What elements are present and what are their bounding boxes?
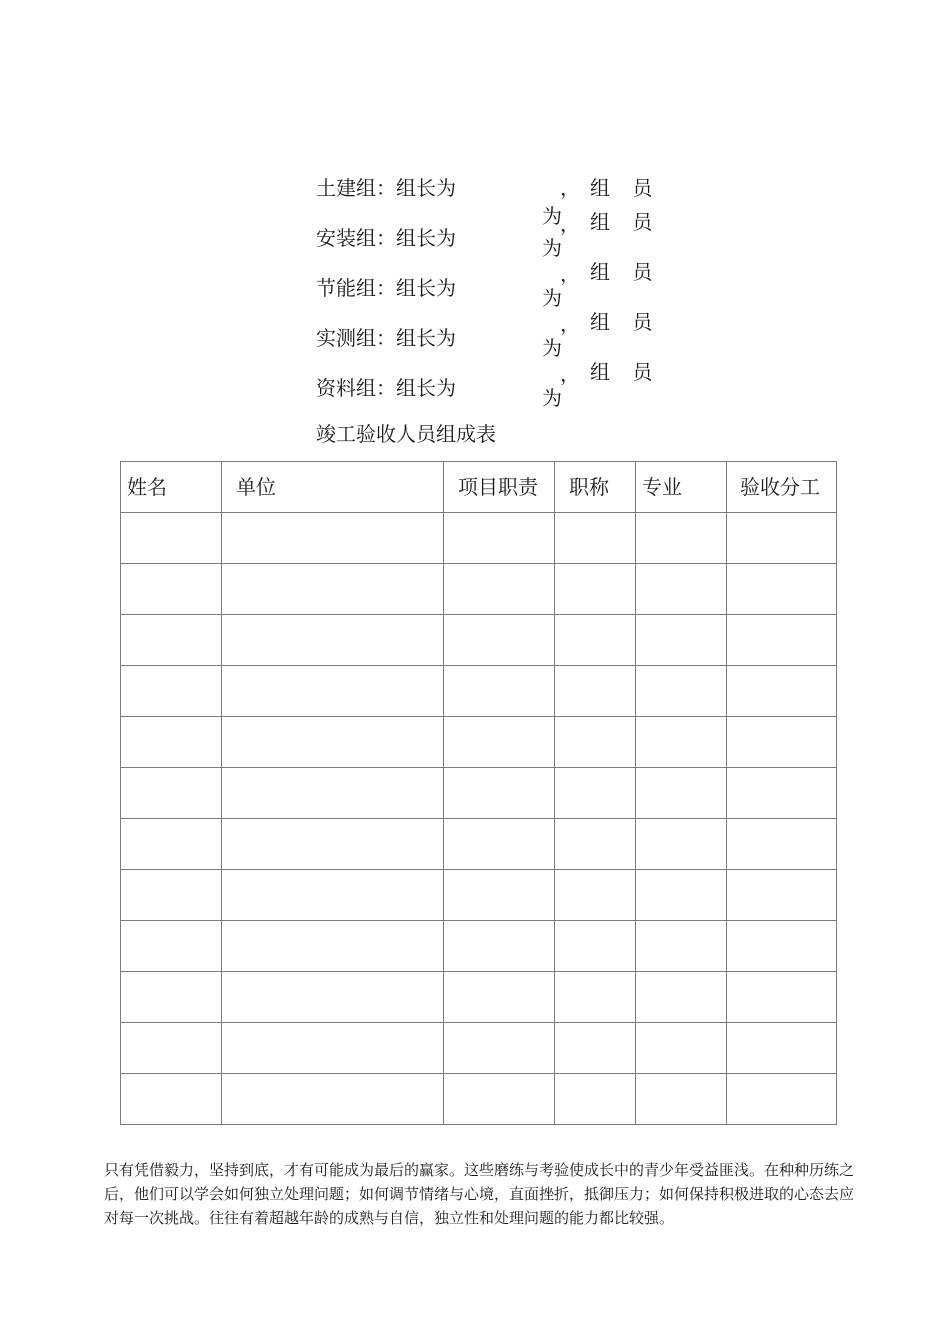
table-cell [222, 819, 444, 870]
table-row [121, 1023, 837, 1074]
table-cell [222, 1074, 444, 1125]
table-cell [636, 717, 727, 768]
table-cell [121, 564, 222, 615]
header-title: 职称 [555, 462, 636, 513]
table-cell [444, 1074, 555, 1125]
table-cell [555, 768, 636, 819]
table-header-row [121, 462, 837, 513]
group-member-label: 组 员 [590, 210, 661, 234]
table-cell [727, 921, 837, 972]
group-member-label: 组 员 [590, 310, 661, 334]
table-cell [636, 921, 727, 972]
table-cell [555, 666, 636, 717]
table-row [121, 768, 837, 819]
table-cell [636, 513, 727, 564]
group-name: 安装组：组长为 [316, 226, 456, 250]
table-cell [555, 921, 636, 972]
table-cell [555, 1023, 636, 1074]
group-wei: 为 [542, 336, 562, 360]
table-cell [636, 819, 727, 870]
table-cell [222, 666, 444, 717]
group-comma: ， [560, 212, 580, 236]
table-cell [121, 1074, 222, 1125]
table-cell [121, 921, 222, 972]
acceptance-personnel-table [120, 461, 837, 1125]
table-cell [727, 666, 837, 717]
table-cell [636, 768, 727, 819]
table-cell [222, 513, 444, 564]
header-major: 专业 [636, 462, 727, 513]
table-cell [555, 1074, 636, 1125]
group-name: 节能组：组长为 [316, 276, 456, 300]
table-cell [636, 972, 727, 1023]
table-cell [727, 819, 837, 870]
table-cell [444, 564, 555, 615]
table-cell [222, 972, 444, 1023]
table-row [121, 513, 837, 564]
table-row [121, 717, 837, 768]
table-cell [636, 870, 727, 921]
table-cell [222, 870, 444, 921]
header-unit: 单位 [222, 462, 444, 513]
table-cell [636, 666, 727, 717]
table-row [121, 1074, 837, 1125]
table-row [121, 564, 837, 615]
table-cell [727, 972, 837, 1023]
group-wei: 为 [542, 236, 562, 260]
table-cell [444, 972, 555, 1023]
group-member-label: 组 员 [590, 176, 661, 200]
table-cell [121, 972, 222, 1023]
table-cell [727, 1074, 837, 1125]
table-cell [636, 564, 727, 615]
group-comma: ， [560, 362, 580, 386]
group-member-label: 组 员 [590, 260, 661, 284]
table-cell [121, 768, 222, 819]
table-cell [636, 1023, 727, 1074]
table-cell [121, 870, 222, 921]
group-wei-fragment: 为 [542, 204, 562, 228]
table-row [121, 666, 837, 717]
group-name: 实测组：组长为 [316, 326, 456, 350]
table-cell [727, 513, 837, 564]
table-cell [222, 768, 444, 819]
table-row [121, 819, 837, 870]
table-cell [444, 666, 555, 717]
table-row [121, 870, 837, 921]
group-list [316, 172, 661, 422]
table-cell [121, 819, 222, 870]
table-cell [444, 870, 555, 921]
table-cell [636, 1074, 727, 1125]
table-cell [555, 870, 636, 921]
group-comma: ， [560, 312, 580, 336]
table-cell [727, 717, 837, 768]
table-row [121, 972, 837, 1023]
footer-paragraph: 只有凭借毅力，坚持到底，才有可能成为最后的赢家。这些磨练与考验使成长中的青少年受益匪浅。在种种历练之后，他们可以学会如何独立处理问题；如何调节情绪与心境，直面挫折，抵御压力；如何保持积极进取的心态去应对每一次挑战。往往有着超越年龄的成熟与自信，独立性和处理问题的能力都比较强。 [104, 1161, 855, 1227]
table-cell [555, 513, 636, 564]
table-cell [121, 717, 222, 768]
table-cell [444, 1023, 555, 1074]
table-cell [222, 1023, 444, 1074]
table-cell [727, 1023, 837, 1074]
table-cell [121, 1023, 222, 1074]
table-row [121, 921, 837, 972]
group-line-documents [316, 360, 661, 422]
table-cell [444, 768, 555, 819]
table-cell [222, 615, 444, 666]
group-comma: ， [560, 176, 580, 200]
table-cell [444, 513, 555, 564]
group-member-label: 组 员 [590, 360, 661, 384]
header-duty: 项目职责 [444, 462, 555, 513]
table-cell [727, 615, 837, 666]
table-cell [444, 717, 555, 768]
group-name: 土建组：组长为 [316, 176, 456, 200]
group-comma: ， [560, 262, 580, 286]
table-cell [727, 870, 837, 921]
table-cell [121, 615, 222, 666]
table-cell [121, 666, 222, 717]
table-cell [555, 717, 636, 768]
table-cell [636, 615, 727, 666]
header-name: 姓名 [121, 462, 222, 513]
table-cell [555, 819, 636, 870]
group-wei: 为 [542, 386, 562, 410]
table-cell [222, 921, 444, 972]
table-cell [727, 768, 837, 819]
table-cell [222, 717, 444, 768]
table-cell [555, 564, 636, 615]
table-cell [444, 615, 555, 666]
table-cell [444, 819, 555, 870]
group-name: 资料组：组长为 [316, 376, 456, 400]
group-wei: 为 [542, 286, 562, 310]
table-cell [222, 564, 444, 615]
table-body [121, 513, 837, 1125]
header-assignment: 验收分工 [727, 462, 837, 513]
table-cell [727, 564, 837, 615]
table-title: 竣工验收人员组成表 [316, 422, 496, 446]
table-cell [444, 921, 555, 972]
table-cell [555, 615, 636, 666]
table-row [121, 615, 837, 666]
table-cell [555, 972, 636, 1023]
table-cell [121, 513, 222, 564]
